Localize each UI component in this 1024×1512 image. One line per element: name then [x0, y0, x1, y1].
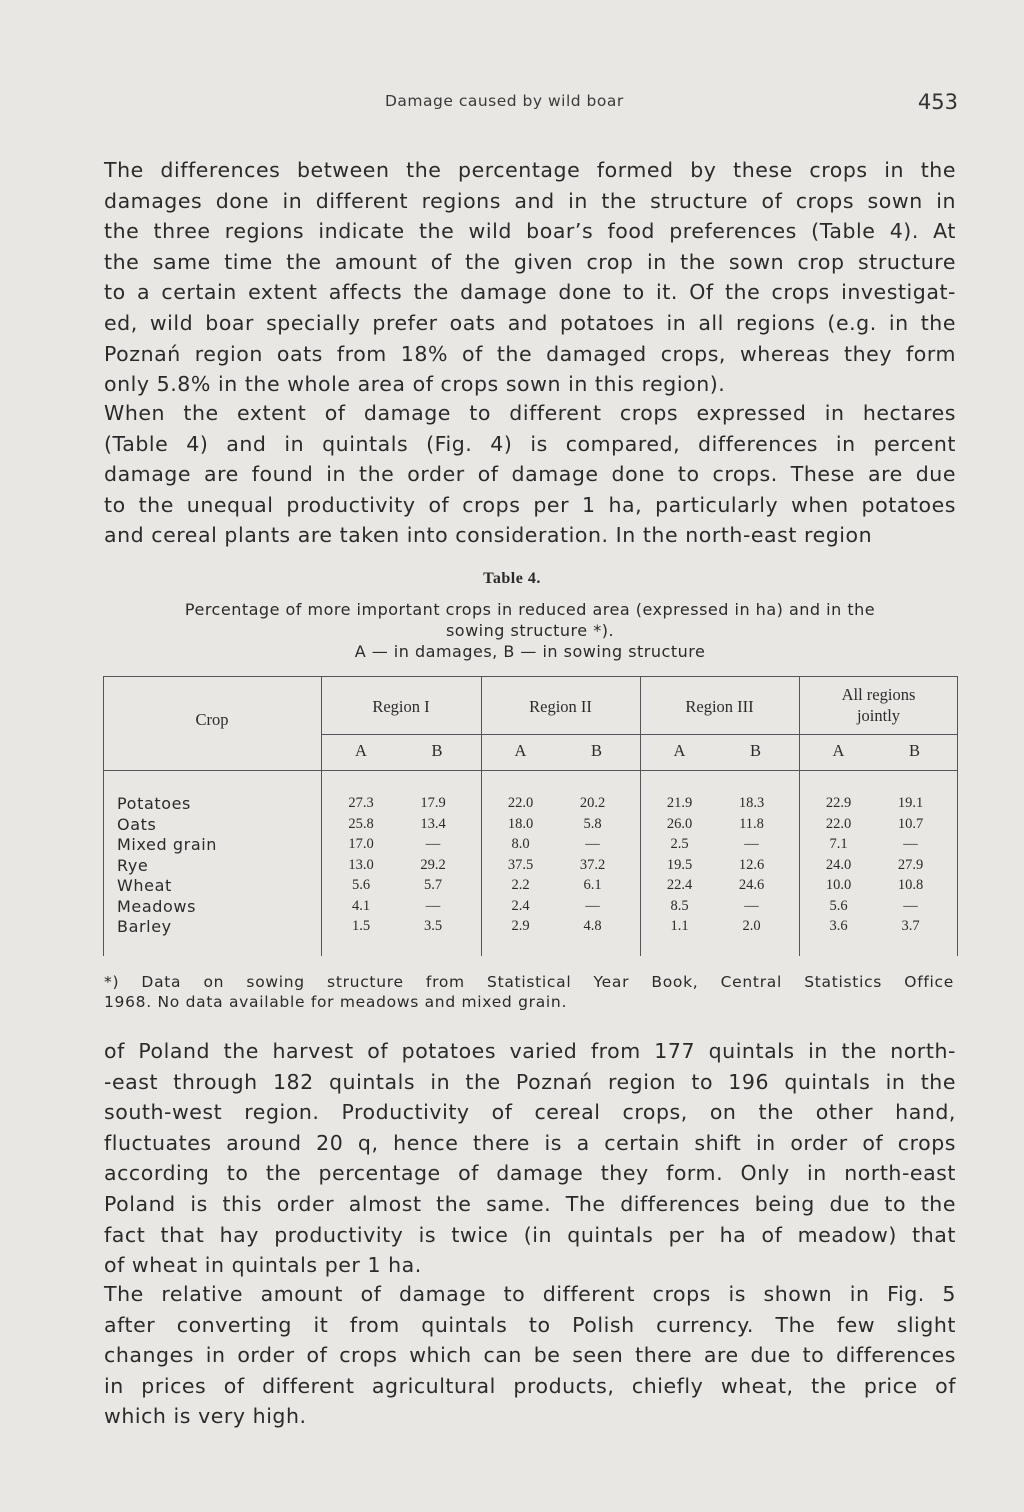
crop-name: Rye [117, 855, 149, 875]
value-b: 6.1 [583, 877, 602, 893]
value-a: 8.0 [511, 836, 530, 852]
value-b: 27.9 [897, 856, 924, 873]
footnote-line-2: 1968. No data available for meadows and mixed grain. [104, 993, 568, 1011]
value-b: 12.6 [738, 856, 765, 873]
value-b: 37.2 [579, 856, 606, 873]
page-number: 453 [917, 90, 958, 114]
data-table [103, 676, 958, 956]
paragraph-3 [104, 1036, 956, 1281]
text-line: damage are found in the order of damage done to crops. These are due [104, 462, 956, 487]
value-a: 27.3 [348, 795, 374, 811]
text-line: fluctuates around 20 q, hence there is a certain shift in order of crops [104, 1130, 956, 1155]
value-a: 17.0 [348, 836, 374, 852]
text-line: of wheat in quintals per 1 ha. [104, 1253, 422, 1278]
sub-header-b: B [749, 741, 761, 760]
value-a: 21.9 [666, 795, 693, 811]
value-a: 3.6 [829, 918, 848, 934]
value-a: 2.4 [511, 897, 530, 914]
text-line: -east through 182 quintals in the Poznań region to 196 quintals in the [104, 1069, 956, 1094]
value-b: 5.7 [423, 877, 443, 893]
sub-header-b: B [590, 741, 602, 760]
value-b: — [903, 897, 918, 914]
value-b: 4.8 [583, 918, 602, 934]
value-b: — [585, 897, 600, 914]
table-footnote [104, 972, 954, 1012]
text-line: only 5.8% in the whole area of crops sown in this region). [104, 372, 726, 397]
crop-name: Mixed grain [117, 835, 218, 854]
region-header-1: Region I [372, 697, 430, 716]
value-a: 22.4 [666, 877, 693, 893]
value-a: 8.5 [670, 897, 689, 914]
table-title: Table 4. [483, 570, 541, 587]
table-header-rule [103, 770, 958, 771]
sub-header-a: A [355, 741, 367, 760]
text-line: according to the percentage of damage they form. Only in north-east [104, 1161, 956, 1186]
value-b: 3.7 [901, 918, 920, 934]
value-a: 19.5 [666, 856, 693, 873]
value-b: 10.8 [897, 877, 924, 893]
value-b: 20.2 [579, 795, 606, 811]
value-b: 2.0 [742, 918, 761, 934]
text-line: which is very high. [104, 1404, 307, 1429]
footnote-line-1: *) Data on sowing structure from Statistical Year Book, Central Statistics Office [104, 973, 954, 991]
text-line: Poland is this order almost the same. The differences being due to the [104, 1191, 956, 1216]
region-header-3: Region III [685, 697, 754, 716]
value-a: 37.5 [507, 856, 534, 873]
sub-header-b: B [908, 741, 920, 760]
region-header-2: Region II [529, 697, 592, 716]
text-line: the same time the amount of the given crop in the sown crop structure [104, 249, 956, 274]
sub-header-b: B [431, 741, 443, 760]
value-b: — [585, 836, 600, 852]
crop-name: Oats [117, 814, 157, 834]
text-line: Poznań region oats from 18% of the damaged crops, whereas they form [104, 341, 956, 366]
region-header-4: All regions jointly [841, 685, 916, 725]
value-a: 2.5 [670, 836, 689, 852]
text-line: The differences between the percentage formed by these crops in the [104, 158, 956, 182]
crop-name: Barley [117, 917, 172, 936]
value-b: 29.2 [420, 856, 446, 873]
table-caption-line-3: A — in damages, B — in sowing structure [354, 642, 706, 661]
text-line: to the unequal productivity of crops per 1 ha, particularly when potatoes [104, 492, 956, 517]
value-a: 7.1 [829, 836, 848, 852]
sub-header-a: A [514, 741, 527, 760]
value-a: 24.0 [825, 856, 852, 873]
text-line: after converting it from quintals to Polish currency. The few slight [104, 1312, 956, 1337]
value-a: 18.0 [507, 815, 534, 832]
value-a: 26.0 [666, 815, 693, 832]
value-b: 3.5 [423, 918, 443, 934]
text-line: in prices of different agricultural products, chiefly wheat, the price of [104, 1373, 956, 1398]
text-line: south-west region. Productivity of cereal crops, on the other hand, [104, 1100, 956, 1125]
crop-header: Crop [195, 710, 229, 729]
value-a: 4.1 [351, 897, 371, 914]
value-b: 18.3 [738, 795, 765, 811]
table-caption-line-2: sowing structure *). [445, 621, 615, 640]
value-a: 22.0 [507, 795, 534, 811]
value-b: — [744, 836, 759, 852]
paragraph-1 [104, 155, 956, 400]
value-b: 24.6 [738, 877, 765, 893]
table-column-rule [640, 676, 641, 956]
sub-header-a: A [673, 741, 686, 760]
value-a: 25.8 [348, 815, 374, 832]
text-line: the three regions indicate the wild boar’s food preferences (Table 4). At [104, 219, 956, 244]
value-a: 13.0 [348, 856, 374, 873]
value-a: 1.1 [670, 918, 689, 934]
value-b: 10.7 [897, 815, 924, 832]
value-a: 5.6 [351, 877, 371, 893]
value-b: 13.4 [420, 815, 446, 832]
value-a: 10.0 [825, 877, 852, 893]
crop-name: Meadows [117, 896, 197, 916]
value-b: 19.1 [897, 795, 924, 811]
crop-name: Potatoes [117, 794, 191, 813]
value-b: — [744, 897, 759, 914]
value-a: 2.2 [511, 877, 530, 893]
value-a: 22.0 [825, 815, 852, 832]
paragraph-2 [104, 398, 956, 551]
text-line: (Table 4) and in quintals (Fig. 4) is compared, differences in percent [104, 431, 956, 456]
table-top-rule [103, 676, 958, 677]
text-line: damages done in different regions and in the structure of crops sown in [104, 188, 956, 213]
value-a: 5.6 [829, 897, 848, 914]
value-b: 5.8 [583, 815, 602, 832]
value-b: — [903, 836, 918, 852]
text-line: The relative amount of damage to different crops is shown in Fig. 5 [104, 1282, 956, 1306]
table-caption-line-1: Percentage of more important crops in reduced area (expressed in ha) and in the [184, 600, 876, 619]
table-column-rule [321, 676, 322, 956]
crop-name: Wheat [117, 876, 172, 895]
paragraph-4 [104, 1279, 956, 1432]
text-line: ed, wild boar specially prefer oats and potatoes in all regions (e.g. in the [104, 310, 956, 335]
table-column-rule [481, 676, 482, 956]
table-caption [104, 599, 956, 662]
value-b: 17.9 [420, 795, 446, 811]
text-line: changes in order of crops which can be seen there are due to differences [104, 1343, 956, 1368]
text-line: fact that hay productivity is twice (in quintals per ha of meadow) that [104, 1222, 956, 1247]
value-a: 2.9 [511, 918, 530, 934]
value-b: — [425, 836, 441, 852]
text-line: to a certain extent affects the damage done to it. Of the crops investigat- [104, 280, 956, 305]
running-title: Damage caused by wild boar [385, 92, 624, 110]
text-line: and cereal plants are taken into consideration. In the north-east region [104, 523, 873, 548]
value-a: 22.9 [825, 795, 852, 811]
sub-header-a: A [832, 741, 845, 760]
text-line: When the extent of damage to different crops expressed in hectares [104, 401, 956, 425]
value-b: — [425, 897, 441, 914]
text-line: of Poland the harvest of potatoes varied from 177 quintals in the north- [104, 1039, 956, 1063]
value-b: 11.8 [739, 815, 764, 832]
value-a: 1.5 [351, 918, 371, 934]
